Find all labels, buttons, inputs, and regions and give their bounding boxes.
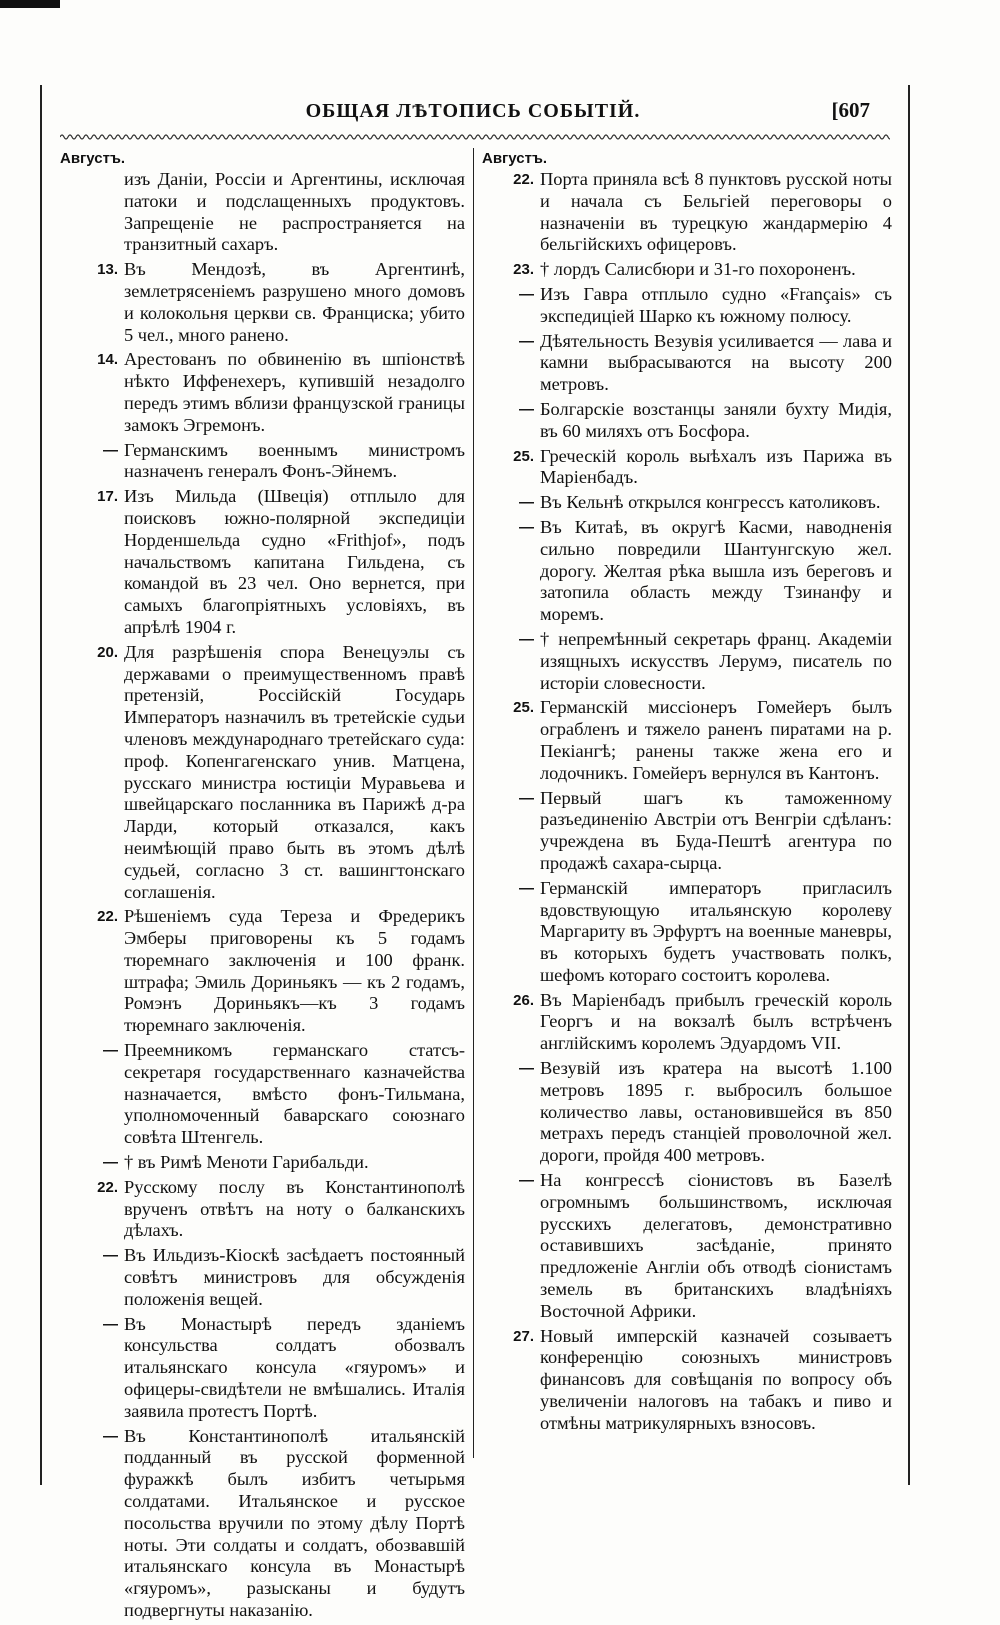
chronicle-entry	[60, 1152, 465, 1174]
chronicle-entry	[482, 990, 892, 1055]
chronicle-entry	[60, 1314, 465, 1423]
entry-text: Германскимъ военнымъ министромъ назначенъ генералъ Фонъ-Эйнемъ.	[124, 439, 465, 482]
entry-date: —	[519, 789, 534, 807]
chronicle-entry	[482, 492, 892, 514]
chronicle-entry	[482, 878, 892, 987]
entry-text: Новый имперскій казначей созываетъ конференцію союзныхъ министровъ финансовъ для совѣщанія по вопросу объ увеличеніи налоговъ на табакъ и пиво и отмѣны матрикулярныхъ взносовъ.	[540, 1325, 892, 1433]
entry-date: 14.	[97, 351, 118, 369]
entry-text: Порта приняла всѣ 8 пунктовъ русской ноты и начала съ Бельгіей переговоры о назначеніи въ турецкую жандармерію 4 бельгійскихъ офицеровъ.	[540, 169, 892, 255]
chronicle-entry	[482, 259, 892, 281]
page-title: ОБЩАЯ ЛѢТОПИСЬ СОБЫТІЙ.	[305, 100, 641, 122]
entry-text: На конгрессѣ сіонистовъ въ Базелѣ огромнымъ большинствомъ, исключая русскихъ делегатовъ, демонстративно оставившихъ засѣданіе, принято предложеніе Англіи объ отводѣ сіонистамъ земель въ британскихъ владѣніяхъ Восточной Африки.	[540, 1170, 892, 1321]
entry-text: Германскій императоръ пригласилъ вдовствующую итальянскую королеву Маргариту въ Эрфуртъ на военные маневры, въ которыхъ будетъ участвовать полкъ, шефомъ котораго состоитъ королева.	[540, 877, 892, 985]
month-heading: Августъ.	[60, 150, 126, 167]
entry-text: Въ Маріенбадъ прибылъ греческій король Георгъ и на вокзалѣ былъ встрѣченъ англійскимъ королемъ Эдуардомъ VII.	[540, 989, 892, 1054]
chronicle-entry	[482, 629, 892, 694]
entry-date: 23.	[513, 261, 534, 279]
chronicle-entry	[60, 440, 465, 484]
chronicle-entry	[60, 169, 465, 256]
entry-text: Первый шагъ къ таможенному разъединенію Австріи отъ Венгріи сдѣланъ: учреждена въ Буда-Пештѣ агентура по продажѣ сахара-сырца.	[540, 787, 892, 873]
chronicle-entry	[60, 1040, 465, 1149]
scan-edge-mark	[0, 0, 60, 8]
entry-text: Въ Ильдизъ-Кіоскѣ засѣдаетъ постоянный совѣтъ министровъ для обсужденія положенія вещей.	[124, 1245, 465, 1309]
entry-text: Германскій миссіонеръ Гомейеръ былъ ограбленъ и тяжело раненъ пиратами на р. Пекiангѣ; ранены также жена его и лодочникъ. Гомейеръ вернулся въ Кантонъ.	[540, 697, 892, 783]
entry-text: Для разрѣшенія спора Венецуэлы съ державами о преимущественномъ правѣ претензій, Россійскій Государь Императоръ назначилъ въ третейскіе судьи членовъ международнаго третейскаго суда: проф. Копенгагенскаго унив. Матцена, русскаго министра юстиціи Муравьева и швейцарскаго посланника въ Парижѣ д-ра Ларди, который отказался, какъ неимѣющій право быть въ этомъ дѣлѣ судьей, согласно 3 ст. вашингтонскаго соглашенія.	[124, 641, 465, 902]
entry-text: Изъ Гавра отплыло судно «Français» съ экспедиціей Шарко къ южному полюсу.	[540, 283, 892, 326]
chronicle-entry	[60, 486, 465, 639]
entry-text: Въ Монастырѣ передъ зданіемъ консульства солдатъ обозвалъ итальянскаго консула «гяуромъ» и офицеры-свидѣтели не вмѣшались. Италія заявила протестъ Портѣ.	[124, 1313, 465, 1421]
chronicle-entry	[482, 788, 892, 875]
entry-text: Греческій король выѣхалъ изъ Парижа въ Маріенбадъ.	[540, 445, 892, 488]
chronicle-entry	[482, 169, 892, 256]
chronicle-entry	[482, 284, 892, 328]
chronicle-entry	[482, 517, 892, 626]
entry-date: —	[519, 400, 534, 418]
chronicle-entry	[60, 642, 465, 904]
chronicle-entry	[482, 697, 892, 784]
entry-date: 13.	[97, 261, 118, 279]
entry-date: 27.	[513, 1327, 534, 1345]
chronicle-entry	[60, 906, 465, 1037]
entry-date: 26.	[513, 991, 534, 1009]
entry-date: 17.	[97, 488, 118, 506]
chronicle-entry	[482, 399, 892, 443]
chronicle-entry	[482, 1326, 892, 1435]
entry-text: Везувій изъ кратера на высотѣ 1.100 метровъ 1895 г. выбросилъ большое количество лавы, остановившейся въ 850 метрахъ передъ станціей проволочной жел. дороги, пройдя 400 метровъ.	[540, 1058, 892, 1166]
entry-date: —	[103, 1427, 118, 1445]
entry-date: —	[103, 1154, 118, 1172]
left-column	[60, 150, 465, 1625]
chronicle-entry	[60, 1177, 465, 1242]
chronicle-entry	[60, 349, 465, 436]
entry-text: Арестованъ по обвиненію въ шпіонствѣ нѣкто Иффенехеръ, купившій незадолго передъ этимъ вблизи французской границы замокъ Эгремонъ.	[124, 349, 465, 435]
entry-text: Въ Китаѣ, въ округѣ Касми, наводненія сильно повредили Шантунгскую жел. дорогу. Желтая рѣка вышла изъ береговъ и затопила область между Тзинанфу и моремъ.	[540, 516, 892, 625]
chronicle-entry	[60, 1245, 465, 1310]
left-entry-list	[60, 169, 465, 1622]
entry-date: 22.	[97, 1178, 118, 1196]
entry-date: 22.	[513, 171, 534, 188]
chronicle-entry	[60, 1426, 465, 1622]
chronicle-entry	[482, 331, 892, 396]
entry-date: —	[519, 518, 534, 536]
entry-date: —	[519, 332, 534, 350]
entry-date: 20.	[97, 643, 118, 661]
entry-text: Рѣшеніемъ суда Тереза и Фредерикъ Эмберы приговорены къ 5 годамъ тюремнаго заключенія и 100 франк. штрафа; Эмиль Дориньякъ — къ 2 годамъ, Ромэнъ Дориньякъ—къ 3 годамъ тюремнаго заключенія.	[124, 906, 465, 1036]
entry-text: Изъ Мильда (Швеція) отплыло для поисковъ южно-полярной экспедиціи Норденшельда судно «Frithjof», подъ начальствомъ капитана Гильдена, съ командой въ 23 чел. Оно вернется, при самыхъ благопріятныхъ условіяхъ, въ апрѣлѣ 1904 г.	[124, 486, 465, 637]
entry-date: —	[103, 1042, 118, 1060]
running-header	[40, 96, 906, 130]
entry-text: Болгарскіе возстанцы заняли бухту Мидія, въ 60 миляхъ отъ Босфора.	[540, 398, 892, 441]
entry-text: † въ Римѣ Менoти Гарибальди.	[124, 1152, 369, 1173]
chronicle-entry	[482, 1058, 892, 1167]
entry-date: —	[519, 879, 534, 897]
month-heading: Августъ.	[482, 150, 548, 167]
right-column	[482, 150, 892, 1438]
entry-date: 25.	[513, 447, 534, 465]
entry-text: † непремѣнный секретарь франц. Академіи изящныхъ искусствъ Лерумэ, писатель по исторіи словесности.	[540, 628, 892, 693]
entry-date	[60, 169, 124, 256]
entry-text: Дѣятельность Везувія усиливается — лава и камни выбрасываются на высоту 200 метровъ.	[540, 330, 892, 395]
entry-text: Преемникомъ германскаго статсъ-секретаря государственнаго казначейства назначается, вмѣсто фонъ-Тильмана, уполномоченный баварскаго союзнаго совѣта Штенгель.	[124, 1040, 465, 1148]
entry-text: Въ Константинополѣ итальянскій подданный въ русской форменной фуражкѣ былъ избитъ четырьмя солдатами. Итальянское и русское посольства вручили по этому дѣлу Портѣ ноты. Эти солдаты и солдатъ, обозвавшій итальянскаго консула въ Монастырѣ «гяуромъ», разысканы и будутъ подвергнуты наказанію.	[124, 1425, 465, 1620]
entry-date: —	[103, 441, 118, 459]
column-divider	[473, 148, 474, 1458]
entry-date: —	[519, 630, 534, 648]
entry-date: —	[519, 285, 534, 303]
entry-text: Въ Кельнѣ открылся конгрессъ католиковъ.	[540, 492, 881, 513]
entry-date: 25.	[513, 699, 534, 717]
entry-text: Русскому послу въ Константинополѣ врученъ отвѣтъ на ноту о балканскихъ дѣлахъ.	[124, 1176, 465, 1241]
chronicle-entry	[60, 259, 465, 346]
entry-text: † лордъ Салисбюри и 31-го похороненъ.	[540, 259, 856, 280]
wavy-divider	[60, 132, 890, 142]
right-entry-list	[482, 169, 892, 1435]
entry-date: —	[519, 1060, 534, 1078]
entry-date: —	[103, 1247, 118, 1265]
chronicle-entry	[482, 446, 892, 490]
entry-date: —	[519, 1172, 534, 1190]
page-number: [607	[831, 98, 870, 122]
entry-date: —	[103, 1315, 118, 1333]
entry-text: Въ Мендозѣ, въ Аргентинѣ, землетрясеніемъ разрушено много домовъ и колокольня церкви св. Франциска; убито 5 чел., много ранено.	[124, 259, 465, 345]
entry-date: 22.	[97, 908, 118, 926]
chronicle-entry	[482, 1170, 892, 1323]
entry-date: —	[519, 494, 534, 512]
entry-text: изъ Даніи, Россіи и Аргентины, исключая патоки и подслащенныхъ продуктовъ. Запрещеніе не распространяется на транзитный сахаръ.	[124, 169, 465, 255]
